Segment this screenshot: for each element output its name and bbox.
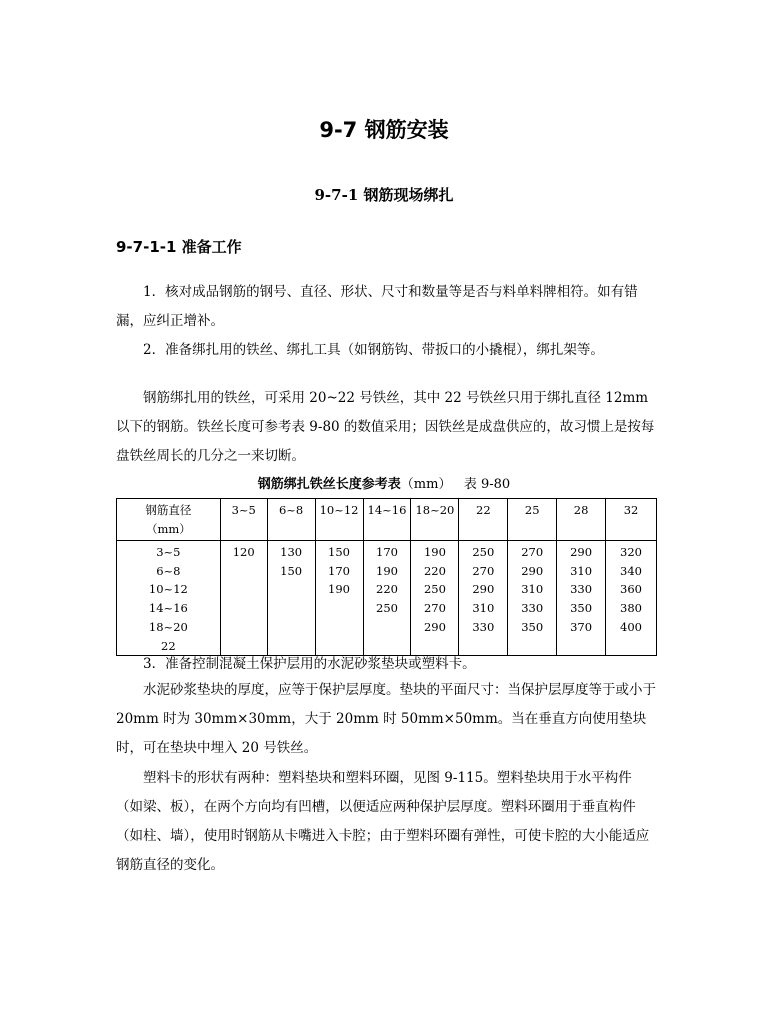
cell-value: 330: [521, 601, 544, 616]
cell-value: 350: [521, 619, 544, 634]
cell-value: 310: [570, 563, 593, 578]
row-label: 14~16: [148, 601, 188, 616]
header-diameter-unit: （mm）: [145, 521, 191, 536]
cell-value: 370: [570, 619, 593, 634]
header-cell: 18~20: [411, 499, 459, 541]
cell-value: 170: [328, 563, 350, 578]
row-label: 3~5: [156, 545, 181, 559]
data-cell: [363, 541, 411, 656]
paragraph-4: 3．准备控制混凝土保护层用的水泥砂浆垫块或塑料卡。: [143, 656, 476, 672]
row-label: 18~20: [148, 619, 188, 634]
header-diameter-label: 钢筋直径: [145, 503, 192, 517]
cell-value: 310: [521, 582, 544, 597]
cell-value: 290: [423, 619, 446, 634]
cell-value: 330: [570, 582, 593, 597]
data-cell: [508, 541, 557, 656]
data-cell: [459, 541, 508, 656]
header-cell: 28: [557, 499, 606, 541]
cell-value: 320: [620, 545, 642, 559]
wire-length-table: [116, 498, 657, 656]
data-cell: [267, 541, 315, 656]
cell-value: 380: [620, 601, 642, 616]
cell-value: 150: [280, 563, 303, 578]
data-cell: [315, 541, 363, 656]
cell-value: 250: [376, 601, 398, 616]
cell-value: 130: [280, 545, 303, 559]
cell-value: 270: [472, 563, 495, 578]
section-title: 9-7 钢筋安装: [319, 118, 449, 142]
cell-value: 190: [423, 545, 446, 559]
cell-value: 290: [521, 563, 544, 578]
paragraph-2: 2．准备绑扎用的铁丝、绑扎工具（如钢筋钩、带扳口的小撬棍），绑扎架等。: [143, 342, 604, 358]
header-cell: 14~16: [363, 499, 411, 541]
row-label: 22: [161, 638, 176, 653]
cell-value: 290: [570, 545, 593, 559]
cell-value: 270: [521, 545, 544, 559]
header-cell: 22: [459, 499, 508, 541]
cell-value: 220: [423, 563, 446, 578]
table-caption: [0, 473, 768, 492]
header-diameter: [117, 499, 221, 541]
cell-value: 190: [328, 582, 350, 597]
row-labels-cell: [117, 541, 221, 656]
cell-value: 350: [570, 601, 593, 616]
cell-value: 250: [472, 545, 495, 559]
header-cell: 25: [508, 499, 557, 541]
table-header-row: [117, 499, 657, 541]
data-cell: [411, 541, 459, 656]
cell-value: 120: [232, 545, 255, 559]
row-label: 10~12: [148, 582, 188, 597]
cell-value: 250: [423, 582, 446, 597]
table-caption-unit: （mm）: [400, 477, 452, 492]
paragraph-3: 钢筋绑扎用的铁丝，可采用 20~22 号铁丝，其中 22 号铁丝只用于绑扎直径 12mm 以下的钢筋。铁丝长度可参考表 9-80 的数值采用；因铁丝是成盘供应的，故习惯上是按每盘铁丝周长的几分之一来切断。: [116, 390, 655, 464]
table-caption-number: 表 9-80: [463, 477, 511, 492]
table-caption-title: 钢筋绑扎铁丝长度参考表: [257, 477, 401, 492]
row-label: 6~8: [156, 563, 181, 578]
subsection-title: 9-7-1 钢筋现场绑扎: [314, 186, 454, 204]
cell-value: 220: [376, 582, 398, 597]
cell-value: 340: [620, 563, 642, 578]
cell-value: 270: [423, 601, 446, 616]
subsubsection-title: 9-7-1-1 准备工作: [116, 238, 242, 256]
paragraph-6: 塑料卡的形状有两种：塑料垫块和塑料环圈，见图 9-115。塑料垫块用于水平构件（如梁、板），在两个方向均有凹槽，以便适应两种保护层厚度。塑料环圈用于垂直构件（如柱、墙），使用时钢筋从卡嘴进入卡腔；由于塑料环圈有弹性，可使卡腔的大小能适应钢筋直径的变化。: [116, 770, 650, 873]
table-body-row: [117, 541, 657, 656]
cell-value: 190: [376, 563, 398, 578]
cell-value: 290: [472, 582, 495, 597]
cell-value: 360: [620, 582, 642, 597]
header-cell: 3~5: [220, 499, 267, 541]
cell-value: 150: [328, 545, 350, 559]
header-cell: 6~8: [267, 499, 315, 541]
cell-value: 400: [620, 619, 642, 634]
header-cell: 10~12: [315, 499, 363, 541]
paragraph-1: 1．核对成品钢筋的钢号、直径、形状、尺寸和数量等是否与料单料牌相符。如有错漏，应纠正增补。: [116, 284, 638, 329]
header-cell: 32: [606, 499, 657, 541]
cell-value: 330: [472, 619, 495, 634]
paragraph-5: 水泥砂浆垫块的厚度，应等于保护层厚度。垫块的平面尺寸：当保护层厚度等于或小于 20mm 时为 30mm×30mm，大于 20mm 时 50mm×50mm。当在垂直方向使用垫块时，可在垫块中埋入 20 号铁丝。: [116, 682, 656, 756]
data-cell: [606, 541, 657, 656]
cell-value: 310: [472, 601, 495, 616]
data-cell: [220, 541, 267, 656]
data-cell: [557, 541, 606, 656]
cell-value: 170: [376, 545, 398, 559]
